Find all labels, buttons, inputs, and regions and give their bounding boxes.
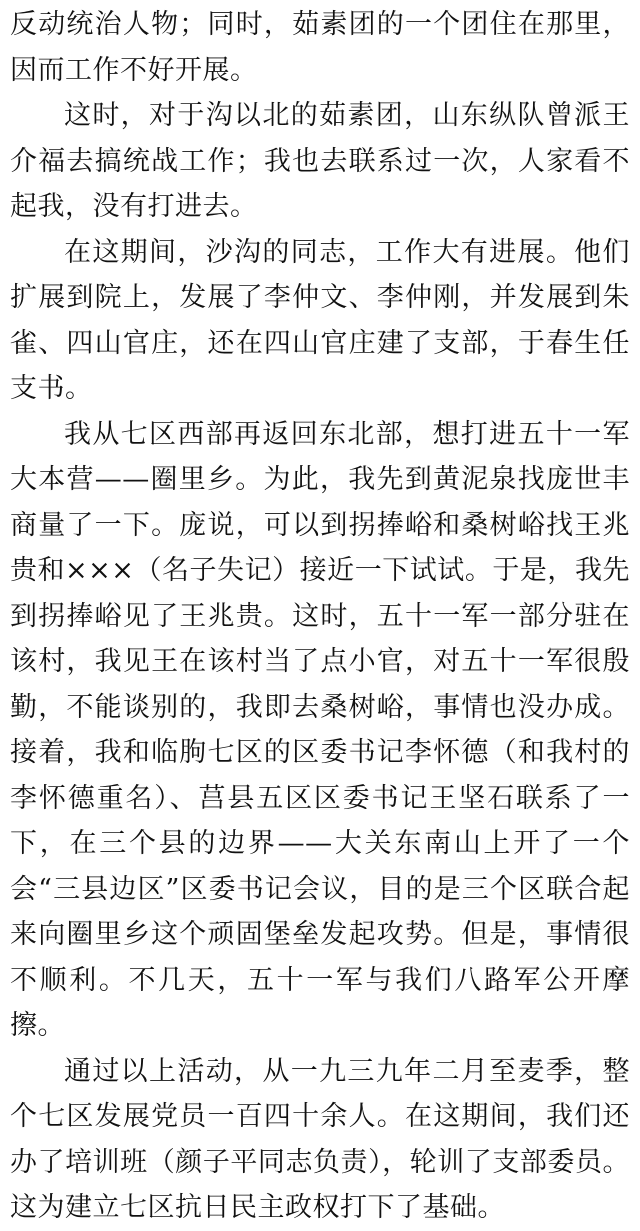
paragraph-2: 这时，对于沟以北的茹素团，山东纵队曾派王介福去搞统战工作；我也去联系过一次，人家看不起我，没有打进去。 [10, 100, 630, 222]
paragraph-4: 我从七区西部再返回东北部，想打进五十一军大本营——圈里乡。为此，我先到黄泥泉找庞世丰商量了一下。庞说，可以到拐捧峪和桑树峪找王兆贵和×××（名子失记）接近一下试试。于是，我先到拐捧峪见了王兆贵。这时，五十一军一部分驻在该村，我见王在该村当了点小官，对五十一军很殷勤，不能谈别的，我即去桑树峪，事情也没办成。接着，我和临朐七区的区委书记李怀德（和我村的李怀德重名）、莒县五区区委书记王坚石联系了一下，在三个县的边界——大关东南山上开了一个会“三县边区”区委书记会议，目的是三个区联合起来向圈里乡这个顽固堡垒发起攻势。但是，事情很不顺利。不几天，五十一军与我们八路军公开摩擦。 [10, 418, 630, 1041]
paragraph-1: 反动统治人物；同时，茹素团的一个团住在那里，因而工作不好开展。 [10, 9, 630, 86]
paragraph-5: 通过以上活动，从一九三九年二月至麦季，整个七区发展党员一百四十余人。在这期间，我们还办了培训班（颜子平同志负责），轮训了支部委员。这为建立七区抗日民主政权打下了基础。 [10, 1055, 630, 1223]
paragraph-3: 在这期间，沙沟的同志，工作大有进展。他们扩展到院上，发展了李仲文、李仲刚，并发展到朱雀、四山官庄，还在四山官庄建了支部，于春生任支书。 [10, 236, 630, 404]
